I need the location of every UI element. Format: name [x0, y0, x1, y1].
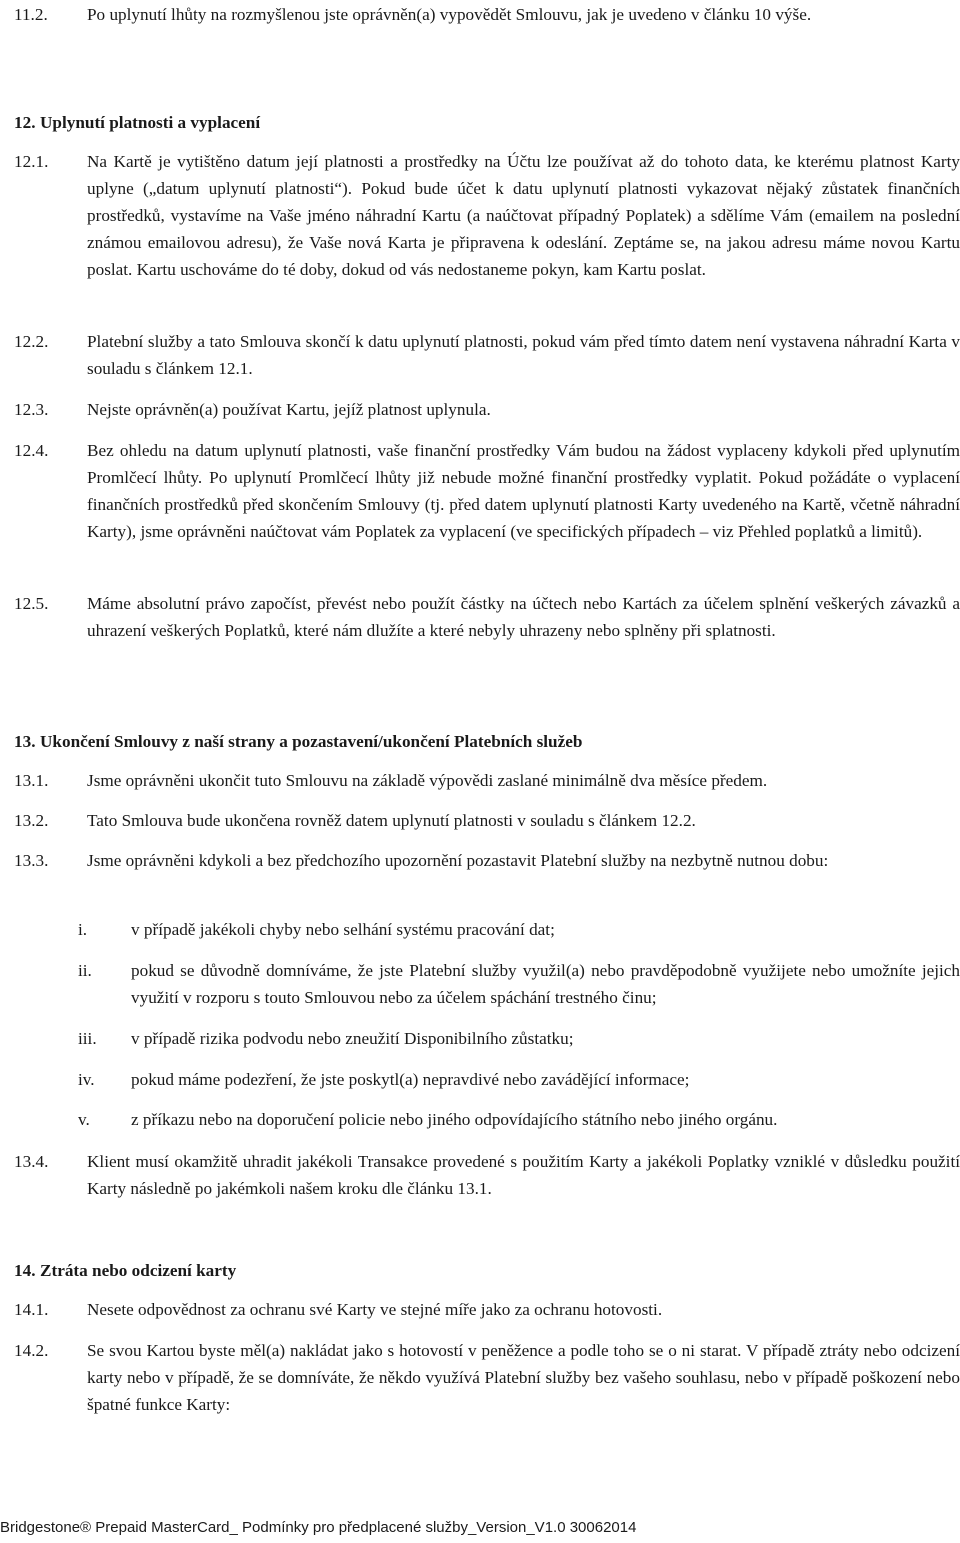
section-heading-14 [14, 1257, 960, 1284]
clause-12-1 [14, 148, 960, 283]
list-item [78, 1106, 960, 1133]
clause-14-2 [14, 1337, 960, 1418]
list-item-number: ii. [78, 961, 92, 980]
clause-text: Tato Smlouva bude ukončena rovněž datem uplynutí platnosti v souladu s článkem 12.2. [87, 811, 696, 830]
section-number: 14. [14, 1261, 36, 1280]
clause-number: 12.2. [14, 332, 49, 351]
clause-text: Máme absolutní právo započíst, převést nebo použít částky na účtech nebo Kartách za účelem splnění veškerých závazků a uhrazení veškerých Poplatků, které nám dlužíte a které nebyly uhrazeny nebo splněny při splatnosti. [87, 594, 960, 640]
list-item-text: v případě rizika podvodu nebo zneužití Disponibilního zůstatku; [131, 1029, 574, 1048]
clause-11-2 [14, 1, 960, 28]
clause-number: 13.3. [14, 851, 49, 870]
clause-13-3 [14, 847, 960, 874]
list-item-number: iv. [78, 1070, 95, 1089]
clause-12-4 [14, 437, 960, 545]
list-item-text: v případě jakékoli chyby nebo selhání systému pracování dat; [131, 920, 555, 939]
clause-text: Nejste oprávněn(a) používat Kartu, jejíž platnost uplynula. [87, 400, 491, 419]
list-item [78, 957, 960, 1011]
clause-number: 14.1. [14, 1300, 49, 1319]
clause-number: 12.5. [14, 594, 49, 613]
clause-text: Klient musí okamžitě uhradit jakékoli Transakce provedené s použitím Karty a jakékoli Poplatky vzniklé v důsledku použití Karty následně po jakémkoli našem kroku dle článku 13.1. [87, 1152, 960, 1198]
clause-number: 14.2. [14, 1341, 49, 1360]
clause-number: 12.4. [14, 441, 49, 460]
clause-number: 11.2. [14, 5, 48, 24]
list-item-text: z příkazu nebo na doporučení policie nebo jiného odpovídajícího státního nebo jiného orgánu. [131, 1110, 778, 1129]
clause-text: Bez ohledu na datum uplynutí platnosti, vaše finanční prostředky Vám budou na žádost vyplaceny kdykoli před uplynutím Promlčecí lhůty. Po uplynutí Promlčecí lhůty již nebude možné finanční prostředky vyplatit. Pokud požádáte o vyplacení finančních prostředků před skončením Smlouvy (tj. před datem uplynutí platnosti Karty uvedeného na Kartě, včetně náhradní Karty), jsme oprávněni naúčtovat vám Poplatek za vyplacení (ve specifických případech – viz Přehled poplatků a limitů). [87, 441, 960, 541]
clause-text: Se svou Kartou byste měl(a) nakládat jako s hotovostí v peněžence a podle toho se o ni starat. V případě ztráty nebo odcizení karty nebo v případě, že se domníváte, že někdo využívá Platební služby bez vašeho souhlasu, nebo v případě poškození nebo špatné funkce Karty: [87, 1341, 960, 1414]
clause-13-2 [14, 807, 960, 834]
clause-text: Jsme oprávněni ukončit tuto Smlouvu na základě výpovědi zaslané minimálně dva měsíce předem. [87, 771, 768, 790]
list-item-number: iii. [78, 1029, 97, 1048]
clause-number: 13.4. [14, 1152, 49, 1171]
clause-text: Po uplynutí lhůty na rozmyšlenou jste oprávněn(a) vypovědět Smlouvu, jak je uvedeno v článku 10 výše. [87, 5, 812, 24]
list-item-text: pokud máme podezření, že jste poskytl(a) nepravdivé nebo zavádějící informace; [131, 1070, 690, 1089]
section-title: Ukončení Smlouvy z naší strany a pozastavení/ukončení Platebních služeb [40, 732, 583, 751]
list-item-text: pokud se důvodně domníváme, že jste Platební služby využil(a) nebo pravděpodobně využijete nebo umožníte jejich využití v rozporu s touto Smlouvou nebo za účelem spáchání trestného činu; [131, 961, 960, 1007]
clause-text: Jsme oprávněni kdykoli a bez předchozího upozornění pozastavit Platební služby na nezbytně nutnou dobu: [87, 851, 829, 870]
clause-13-1 [14, 767, 960, 794]
section-heading-12 [14, 109, 960, 136]
clause-12-3 [14, 396, 960, 423]
section-title: Uplynutí platnosti a vyplacení [40, 113, 261, 132]
clause-13-4 [14, 1148, 960, 1202]
section-number: 13. [14, 732, 36, 751]
section-title: Ztráta nebo odcizení karty [40, 1261, 237, 1280]
clause-12-2 [14, 328, 960, 382]
list-item-number: i. [78, 920, 88, 939]
clause-text: Na Kartě je vytištěno datum její platnosti a prostředky na Účtu lze používat až do tohoto data, ke kterému platnost Karty uplyne („datum uplynutí platnosti“). Pokud bude účet k datu uplynutí platnosti vykazovat nějaký zůstatek finančních prostředků, vystavíme na Vaše jméno náhradní Kartu (a naúčtovat případný Poplatek) a sdělíme Vám (emailem na poslední známou emailovou adresu), že Vaše nová Karta je připravena k odeslání. Zeptáme se, na jakou adresu máme novou Kartu poslat. Kartu uschováme do té doby, dokud od vás nedostaneme pokyn, kam Kartu poslat. [87, 152, 960, 279]
section-number: 12. [14, 113, 36, 132]
clause-14-1 [14, 1296, 960, 1323]
list-item [78, 1066, 960, 1093]
clause-number: 12.3. [14, 400, 49, 419]
page-footer: Bridgestone® Prepaid MasterCard_ Podmínky pro předplacené služby_Version_V1.0 30062014 [0, 1519, 637, 1536]
clause-12-5 [14, 590, 960, 644]
clause-number: 13.1. [14, 771, 49, 790]
list-item-number: v. [78, 1110, 90, 1129]
list-item [78, 1025, 960, 1052]
clause-number: 13.2. [14, 811, 49, 830]
clause-text: Platební služby a tato Smlouva skončí k datu uplynutí platnosti, pokud vám před tímto datem není vystavena náhradní Karta v souladu s článkem 12.1. [87, 332, 960, 378]
clause-number: 12.1. [14, 152, 49, 171]
clause-text: Nesete odpovědnost za ochranu své Karty ve stejné míře jako za ochranu hotovosti. [87, 1300, 663, 1319]
list-item [78, 916, 960, 943]
section-heading-13 [14, 728, 960, 755]
